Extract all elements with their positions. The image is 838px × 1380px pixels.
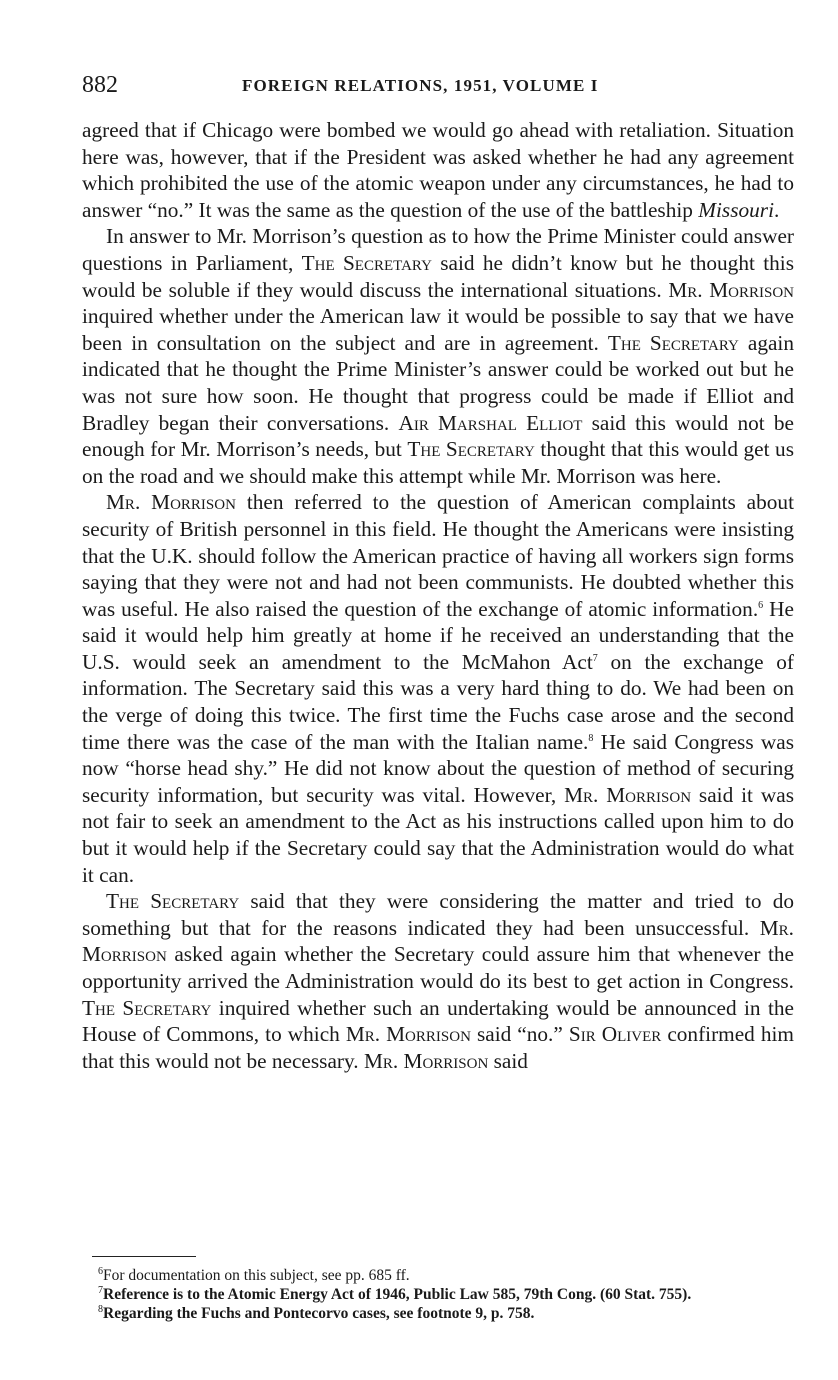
- text-run: He said it would help him greatly at home if he received an understanding that the U.S. would seek an amendment to the McMahon Act: [82, 596, 794, 674]
- text-run: .: [774, 197, 780, 222]
- speaker-name: The Secretary: [106, 889, 240, 914]
- speaker-name: Sir Oliver: [568, 1022, 662, 1047]
- speaker-name: Mr. Morrison: [106, 490, 236, 515]
- text-run: said “no.”: [470, 1022, 569, 1047]
- italic-text: Missouri: [698, 197, 774, 222]
- text-run: confirmed him that this would not be necessary.: [82, 1022, 794, 1073]
- footnote-mark: 7: [98, 1284, 103, 1296]
- footnote-marker: 7: [592, 652, 598, 664]
- paragraph-2: [82, 223, 794, 489]
- text-run: inquired whether such an undertaking would be announced in the House of Commons, to which: [82, 995, 794, 1047]
- running-head: FOREIGN RELATIONS, 1951, VOLUME I: [242, 76, 599, 95]
- footnote-text: Regarding the Fuchs and Pontecorvo cases, see footnote 9, p. 758.: [103, 1305, 535, 1322]
- text-run: In answer to Mr. Morrison’s question as to how the Prime Minister could answer questions in Parliament,: [82, 224, 794, 275]
- text-run: again indicated that he thought the Prime Minister’s answer could be worked out but he was not sure how soon. He thought that progress could be made if Elliot and Bradley began their conversations.: [82, 330, 794, 435]
- text-run: thought that this would get us on the road and we should make this attempt while Mr. Morrison was here.: [82, 437, 794, 488]
- footnote-8: [82, 1304, 794, 1323]
- text-run: said that they were considering the matter and tried to do something but that for the reasons indicated they had been unsuccessful.: [82, 889, 795, 940]
- speaker-name: Air Marshal Elliot: [398, 410, 583, 435]
- speaker-name: The Secretary: [607, 330, 739, 355]
- speaker-name: Mr. Morrison: [668, 277, 794, 302]
- footnote-mark: 6: [98, 1265, 103, 1277]
- footnote-marker: 8: [588, 732, 594, 744]
- paragraph-3: [82, 489, 794, 888]
- paragraph-4: [82, 888, 794, 1074]
- text-run: said this would not be enough for Mr. Morrison’s needs, but: [82, 410, 794, 462]
- body-text: [82, 117, 794, 1074]
- footnote-text: For documentation on this subject, see pp. 685 ff.: [103, 1267, 410, 1284]
- speaker-name: Mr. Morrison: [564, 782, 692, 807]
- footnote-6: [82, 1266, 794, 1285]
- text-run: then referred to the question of American complaints about security of British personnel in this field. He thought the Americans were insisting that the U.K. should follow the American practice of having all workers sign forms saying that they were not and had not been communists. He doubted whether this was useful. He also raised the question of the exchange of atomic information.: [82, 490, 794, 621]
- text-run: said: [488, 1048, 528, 1073]
- text-run: agreed that if Chicago were bombed we would go ahead with retaliation. Situation here was, however, that if the President was asked whether he had any agreement which prohibited the use of the atomic weapon under any circumstances, he had to answer “no.” It was the same as the question of the use of the battleship: [82, 118, 794, 222]
- speaker-name: Mr. Morrison: [363, 1048, 489, 1073]
- speaker-name: The Secretary: [407, 437, 535, 462]
- footnotes: [82, 1266, 794, 1323]
- page-number: 882: [82, 72, 118, 98]
- text-run: said he didn’t know but he thought this would be soluble if they would discuss the international situations.: [82, 250, 794, 302]
- speaker-name: The Secretary: [82, 995, 212, 1020]
- speaker-name: The Secretary: [301, 250, 432, 275]
- text-run: asked again whether the Secretary could assure him that whenever the opportunity arrived the Administration would do its best to get action in Congress.: [82, 942, 794, 993]
- text-run: said it was not fair to seek an amendment to the Act as his instructions called upon him to do but it would help if the Secretary could say that the Administration would do what it can.: [82, 782, 795, 887]
- text-run: on the exchange of information. The Secretary said this was a very hard thing to do. We had been on the verge of doing this twice. The first time the Fuchs case arose and the second time there was the case of the man with the Italian name.: [82, 649, 794, 754]
- speaker-name: Mr. Morrison: [345, 1022, 471, 1047]
- footnote-mark: 8: [98, 1303, 103, 1315]
- footnote-divider: [92, 1256, 196, 1257]
- page-header: [82, 72, 792, 104]
- paragraph-1: [82, 117, 794, 223]
- footnote-text: Reference is to the Atomic Energy Act of 1946, Public Law 585, 79th Cong. (60 Stat. 755).: [103, 1286, 692, 1303]
- speaker-name: Mr. Morrison: [82, 915, 794, 967]
- footnote-marker: 6: [758, 599, 764, 611]
- footnote-7: [82, 1285, 794, 1304]
- text-run: He said Congress was now “horse head shy.” He did not know about the question of method of securing security information, but security was vital. However,: [82, 729, 795, 807]
- text-run: inquired whether under the American law it would be possible to say that we have been in consultation on the subject and are in agreement.: [82, 304, 794, 355]
